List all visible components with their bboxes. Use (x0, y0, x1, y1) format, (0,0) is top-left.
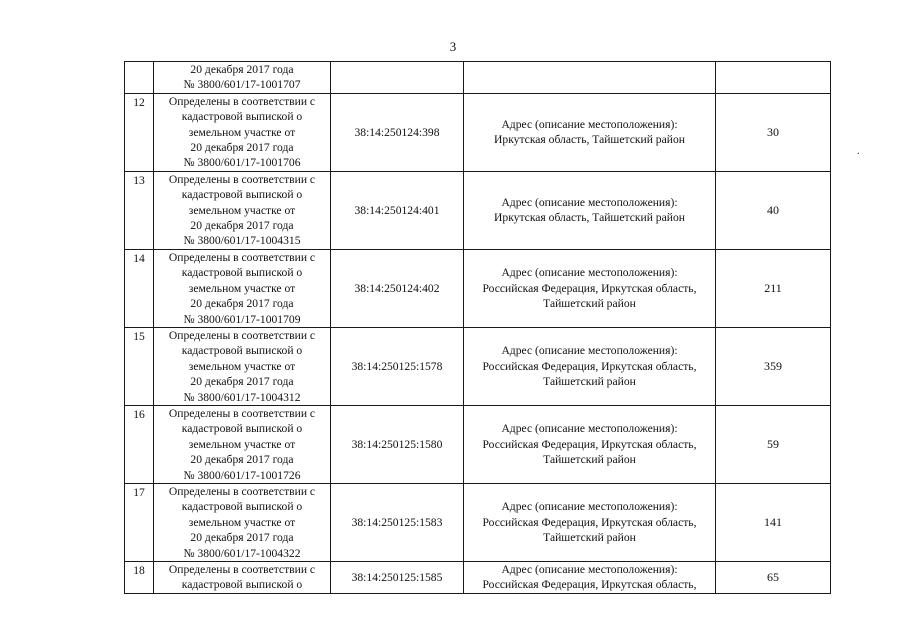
address-cell (464, 562, 716, 594)
row-number: 18 (133, 564, 145, 577)
parcels-table (124, 61, 831, 594)
address-line: Адрес (описание местоположения): (501, 563, 678, 576)
description-line: кадастровой выпиской о (181, 188, 303, 202)
description-line: № 3800/601/17-1001707 (183, 78, 301, 92)
row-number-cell (125, 327, 154, 405)
description-line: Определены в соответствии с (168, 250, 316, 264)
cadastral-number-cell (331, 171, 464, 249)
description-line: кадастровой выпиской о (181, 500, 303, 514)
description-line: кадастровой выпиской о (181, 266, 303, 280)
address-line: Иркутская область, Тайшетский район (494, 211, 685, 225)
description-line: кадастровой выпиской о (181, 422, 303, 436)
parcels-table-body (125, 62, 831, 594)
address-line: Адрес (описание местоположения): (501, 266, 678, 280)
address-line: Тайшетский район (543, 375, 636, 389)
area-value: 141 (764, 514, 782, 529)
address-line: Российская Федерация, Иркутская область, (482, 281, 697, 295)
description-line: 20 декабря 2017 года (190, 297, 294, 311)
cadastral-number: 38:14:250124:402 (354, 281, 440, 295)
description-cell (154, 483, 331, 561)
description-line: № 3800/601/17-1004322 (183, 546, 301, 560)
row-number: 12 (133, 95, 145, 109)
area-cell (716, 171, 831, 249)
description-line: № 3800/601/17-1004312 (183, 390, 301, 404)
row-number-cell (125, 171, 154, 249)
row-number: 15 (133, 329, 145, 343)
table-row (125, 171, 831, 249)
description-line: Определены в соответствии с (168, 328, 316, 342)
area-value: 40 (767, 202, 779, 217)
description-line: Определены в соответствии с (168, 484, 316, 498)
area-cell (716, 93, 831, 171)
table-row (125, 327, 831, 405)
area-value: 359 (764, 358, 782, 373)
cadastral-number-cell (331, 93, 464, 171)
description-line: 20 декабря 2017 года (190, 531, 294, 545)
cadastral-number-cell (331, 405, 464, 483)
address-line: Российская Федерация, Иркутская область, (482, 578, 697, 592)
description-line: 20 декабря 2017 года (190, 453, 294, 467)
row-number-cell (125, 249, 154, 327)
cadastral-number-cell (331, 249, 464, 327)
address-line: Адрес (описание местоположения): (501, 500, 678, 514)
row-number: 13 (133, 173, 145, 187)
description-line: Определены в соответствии с (168, 406, 316, 420)
area-cell (716, 562, 831, 594)
cadastral-number-cell (331, 327, 464, 405)
description-line: № 3800/601/17-1001726 (183, 468, 301, 482)
description-line: земельном участке от (188, 281, 296, 295)
description-line: земельном участке от (188, 125, 296, 139)
description-line: земельном участке от (188, 203, 296, 217)
description-line: земельном участке от (188, 515, 296, 529)
address-cell (464, 327, 716, 405)
cadastral-number: 38:14:250124:401 (354, 203, 440, 217)
row-number-cell (125, 62, 154, 94)
address-cell (464, 62, 716, 94)
row-number-cell (125, 483, 154, 561)
cadastral-number-cell (331, 62, 464, 94)
description-line: земельном участке от (188, 437, 296, 451)
address-line: Адрес (описание местоположения): (501, 422, 678, 436)
table-row (125, 249, 831, 327)
area-cell (716, 62, 831, 94)
description-cell (154, 249, 331, 327)
description-line: Определены в соответствии с (168, 94, 316, 108)
address-line: Иркутская область, Тайшетский район (494, 133, 685, 147)
area-value: 65 (767, 569, 779, 584)
row-number: 16 (133, 407, 145, 421)
cadastral-number: 38:14:250125:1585 (351, 570, 443, 584)
cadastral-number: 38:14:250124:398 (354, 125, 440, 139)
address-line: Тайшетский район (543, 531, 636, 545)
description-line: № 3800/601/17-1004315 (183, 234, 301, 248)
address-line: Адрес (описание местоположения): (501, 195, 678, 209)
area-cell (716, 249, 831, 327)
description-line: Определены в соответствии с (168, 563, 316, 576)
address-line: Российская Федерация, Иркутская область, (482, 437, 697, 451)
cadastral-number-cell (331, 562, 464, 594)
area-value: 59 (767, 436, 779, 451)
row-number-cell (125, 405, 154, 483)
description-line: 20 декабря 2017 года (190, 141, 294, 155)
description-cell (154, 327, 331, 405)
area-cell (716, 405, 831, 483)
row-number-cell (125, 93, 154, 171)
address-line: Адрес (описание местоположения): (501, 344, 678, 358)
row-number: 17 (133, 485, 145, 499)
cadastral-number-cell (331, 483, 464, 561)
table-row (125, 483, 831, 561)
row-number-cell (125, 562, 154, 594)
cadastral-number: 38:14:250125:1583 (351, 515, 443, 529)
address-line: Российская Федерация, Иркутская область, (482, 359, 697, 373)
table-row (125, 405, 831, 483)
page-number: 3 (449, 39, 457, 54)
table-row (125, 62, 831, 94)
area-cell (716, 483, 831, 561)
description-line: № 3800/601/17-1001709 (183, 312, 301, 326)
description-cell (154, 93, 331, 171)
address-line: Адрес (описание местоположения): (501, 117, 678, 131)
description-cell (154, 171, 331, 249)
description-line: 20 декабря 2017 года (190, 375, 294, 389)
address-cell (464, 171, 716, 249)
address-cell (464, 483, 716, 561)
description-line: Определены в соответствии с (168, 172, 316, 186)
area-value: 211 (764, 280, 782, 295)
row-number: 14 (133, 251, 145, 265)
address-line: Российская Федерация, Иркутская область, (482, 515, 697, 529)
area-cell (716, 327, 831, 405)
area-value: 30 (767, 124, 779, 139)
description-cell (154, 62, 331, 94)
table-row (125, 93, 831, 171)
address-cell (464, 405, 716, 483)
table-row (125, 562, 831, 594)
description-cell (154, 562, 331, 594)
cadastral-number: 38:14:250125:1578 (351, 359, 443, 373)
description-cell (154, 405, 331, 483)
address-cell (464, 93, 716, 171)
cadastral-number: 38:14:250125:1580 (351, 437, 443, 451)
description-line: 20 декабря 2017 года (190, 63, 294, 76)
address-line: Тайшетский район (543, 297, 636, 311)
description-line: № 3800/601/17-1001706 (183, 156, 301, 170)
address-cell (464, 249, 716, 327)
edge-mark: · (856, 149, 860, 160)
description-line: кадастровой выпиской о (181, 578, 303, 592)
description-line: 20 декабря 2017 года (190, 219, 294, 233)
address-line: Тайшетский район (543, 453, 636, 467)
description-line: кадастровой выпиской о (181, 344, 303, 358)
description-line: земельном участке от (188, 359, 296, 373)
description-line: кадастровой выпиской о (181, 110, 303, 124)
